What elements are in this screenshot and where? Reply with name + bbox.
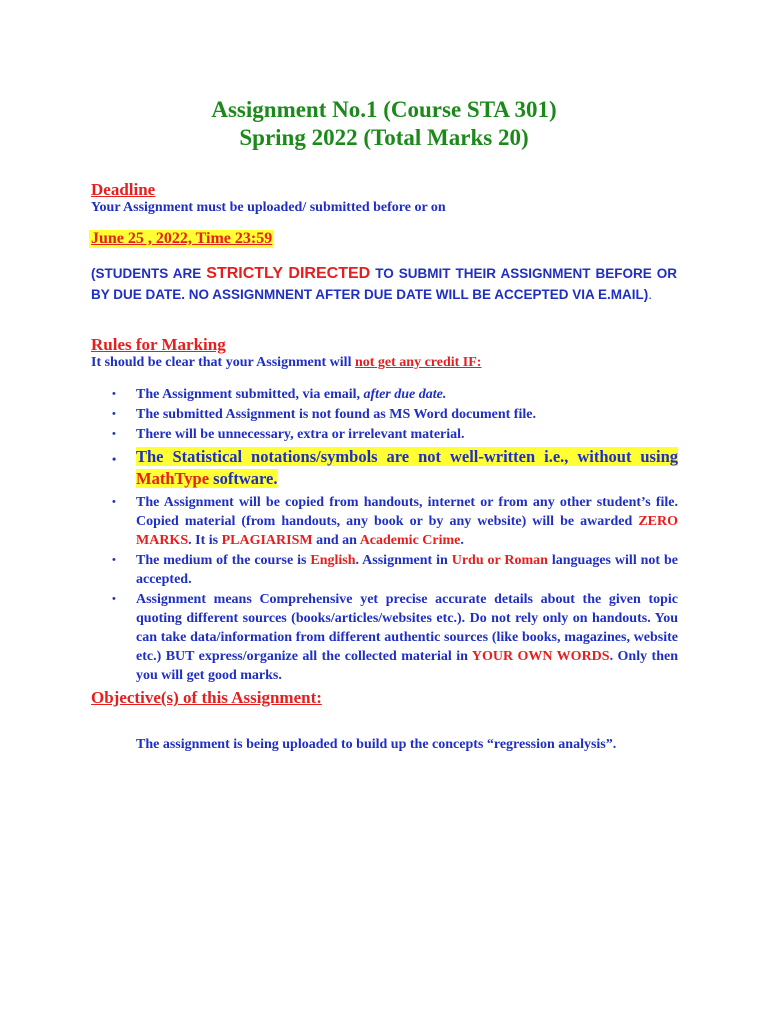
objective-text: The assignment is being uploaded to build up the concepts “regression analysis”. xyxy=(136,737,617,752)
zero-marks-label: ZERO MARKS xyxy=(136,514,678,548)
rule-item-highlighted xyxy=(112,446,678,490)
directive-strict: STRICTLY DIRECTED xyxy=(206,265,371,282)
credit-pre: It should be clear that your Assignment will xyxy=(91,355,355,370)
directive-end: . xyxy=(648,287,653,302)
title-line-2: Spring 2022 (Total Marks 20) xyxy=(239,125,529,150)
bullet-icon: • xyxy=(112,452,117,466)
bullet-icon: • xyxy=(112,593,116,605)
own-words-label: YOUR OWN WORDS xyxy=(471,649,610,664)
rule-text: Assignment means Comprehensive yet precise accurate details about the given topic quoting different sources (books/articles/websites etc.). Do not rely only on handouts. You can take data/information from different authentic sources (like books, magazines, website etc.) BUT express/organize all the collected material in xyxy=(136,592,678,664)
deadline-heading: Deadline xyxy=(91,180,156,199)
directive-rest: TO SUBMIT THEIR ASSIGNMENT BEFORE OR BY DUE DATE. NO ASSIGNMNENT AFTER DUE DATE WILL BE ACCEPTED VIA E.MAIL) xyxy=(91,266,678,302)
rule-text: There will be unnecessary, extra or irrelevant material. xyxy=(136,427,465,442)
credit-line xyxy=(91,355,481,371)
rule-text: The Statistical notations/symbols are not well-written i.e., without using xyxy=(136,447,678,466)
deadline-intro: Your Assignment must be uploaded/ submitted before or on xyxy=(91,200,446,215)
academic-crime-label: Academic Crime xyxy=(359,533,461,548)
rule-item xyxy=(112,425,678,444)
rules-list xyxy=(112,385,678,686)
deadline-date: June 25 , 2022, Time 23:59 xyxy=(91,230,273,247)
bullet-icon: • xyxy=(112,408,116,420)
directive-open: (STUDENTS ARE xyxy=(91,266,207,281)
title-line-1: Assignment No.1 (Course STA 301) xyxy=(211,97,557,122)
objective-heading: Objective(s) of this Assignment: xyxy=(91,688,322,707)
rule-text: The submitted Assignment is not found as MS Word document file. xyxy=(136,407,536,422)
credit-condition: not get any credit IF: xyxy=(354,355,482,370)
english-label: English xyxy=(310,553,356,568)
rule-item xyxy=(112,493,678,550)
rule-text: . xyxy=(460,533,464,548)
rule-text: . Assignment in xyxy=(355,553,452,568)
urdu-roman-label: Urdu or Roman xyxy=(451,553,548,568)
rule-text: The Assignment will be copied from handouts, internet or from any other student’s file. Copied material (from handouts, any book or by any website) will be awarded xyxy=(136,495,678,529)
rule-item xyxy=(112,405,678,424)
mathtype-label: MathType xyxy=(136,469,210,488)
rule-item xyxy=(112,551,678,589)
rules-heading: Rules for Marking xyxy=(91,335,226,354)
rule-text: languages will not be accepted. xyxy=(136,553,678,587)
rule-emphasis: after due date. xyxy=(363,387,447,402)
rule-text: software. xyxy=(209,469,278,488)
bullet-icon: • xyxy=(112,428,116,440)
rule-item xyxy=(112,590,678,685)
rule-text: The Assignment submitted, via email, xyxy=(136,387,364,402)
bullet-icon: • xyxy=(112,496,116,508)
rule-text: and an xyxy=(312,533,360,548)
rule-item xyxy=(112,385,678,404)
rule-text-highlighted xyxy=(136,447,678,488)
plagiarism-label: PLAGIARISM xyxy=(221,533,313,548)
bullet-icon: • xyxy=(112,554,116,566)
rule-text: The medium of the course is xyxy=(136,553,311,568)
submission-directive xyxy=(91,263,677,305)
rule-text: . Only then you will get good marks. xyxy=(136,649,678,683)
rule-text: . It is xyxy=(188,533,222,548)
bullet-icon: • xyxy=(112,388,116,400)
